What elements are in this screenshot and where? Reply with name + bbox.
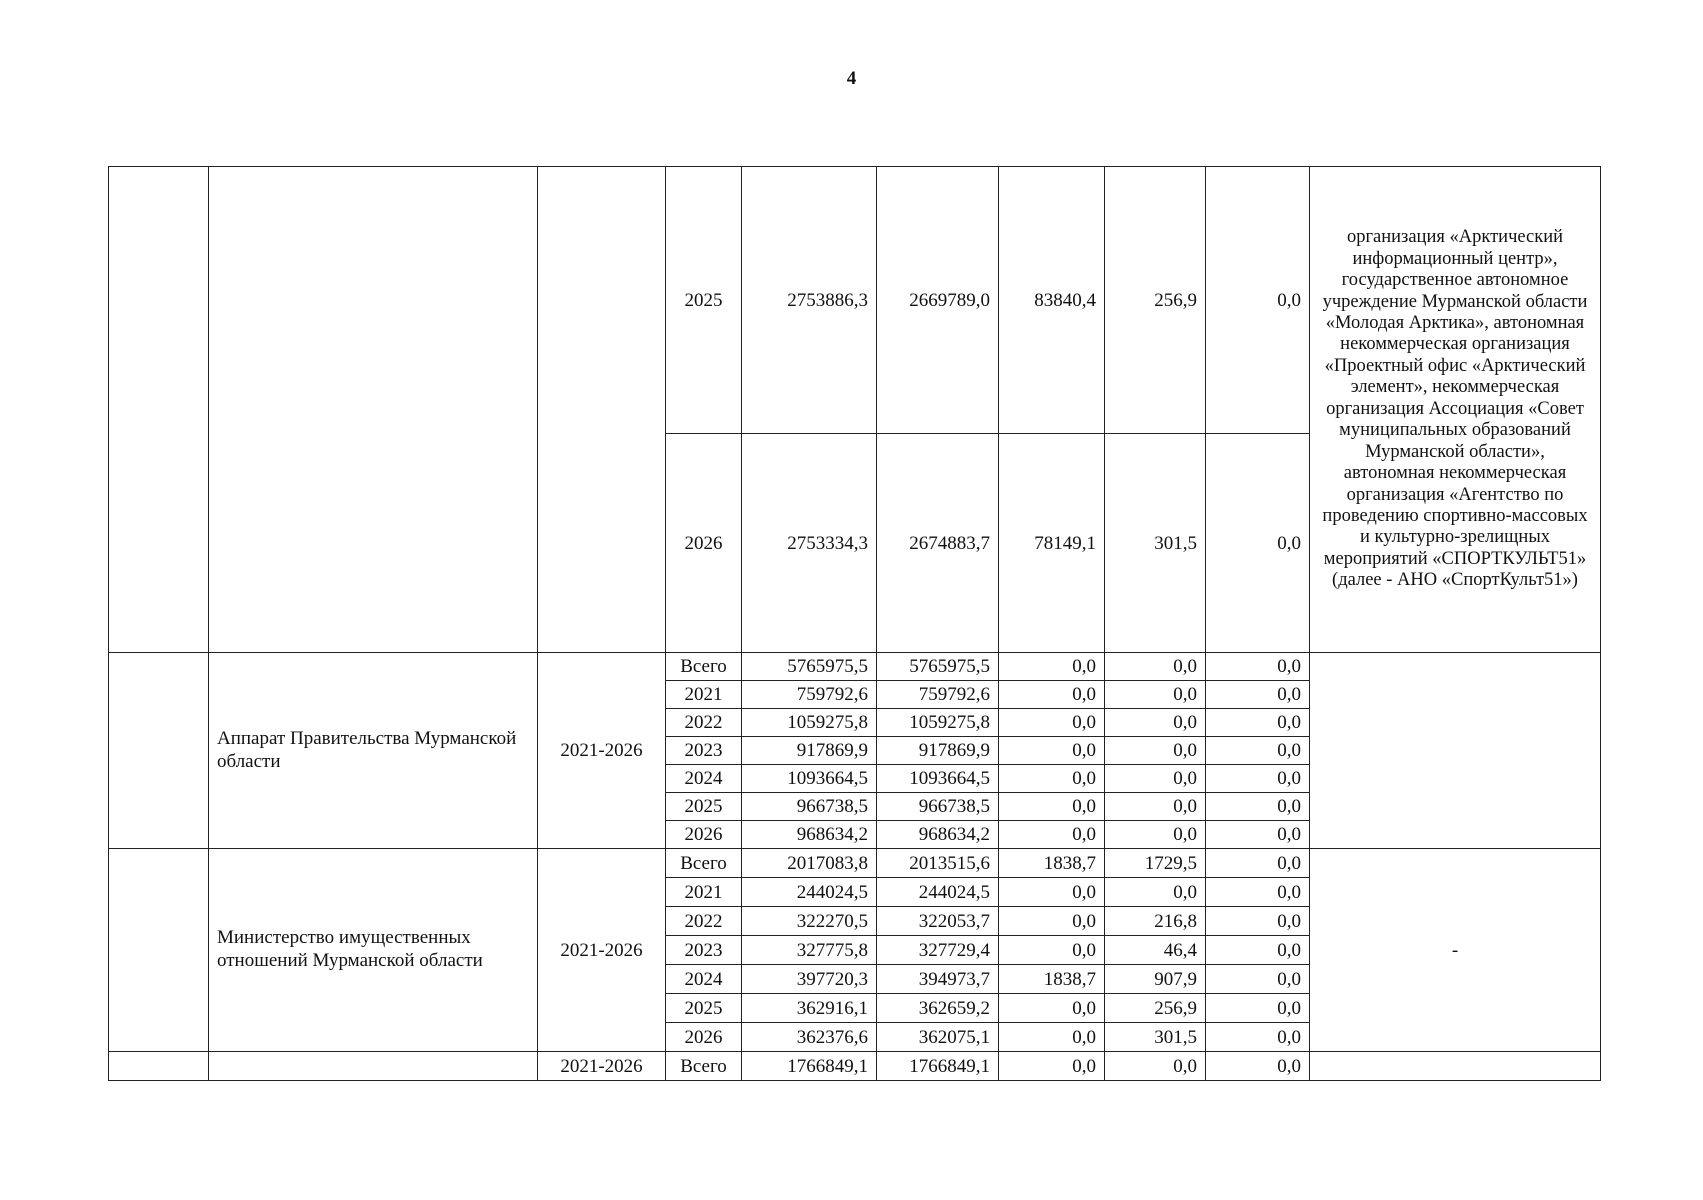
other-sources-cell: 0,0 bbox=[1206, 709, 1310, 737]
regional-budget-cell: 968634,2 bbox=[877, 821, 999, 849]
other-sources-cell: 0,0 bbox=[1206, 965, 1310, 994]
federal-budget-cell: 0,0 bbox=[999, 878, 1105, 907]
total-cell: 966738,5 bbox=[742, 793, 877, 821]
other-sources-cell: 0,0 bbox=[1206, 681, 1310, 709]
other-sources-cell: 0,0 bbox=[1206, 793, 1310, 821]
federal-budget-cell: 0,0 bbox=[999, 653, 1105, 681]
local-budget-cell: 0,0 bbox=[1105, 653, 1206, 681]
regional-budget-cell: 2674883,7 bbox=[877, 434, 999, 653]
federal-budget-cell: 0,0 bbox=[999, 1023, 1105, 1052]
total-cell: 322270,5 bbox=[742, 907, 877, 936]
year-cell: 2023 bbox=[666, 936, 742, 965]
total-cell: 2753334,3 bbox=[742, 434, 877, 653]
total-cell: 1766849,1 bbox=[742, 1052, 877, 1081]
total-cell: 759792,6 bbox=[742, 681, 877, 709]
federal-budget-cell: 0,0 bbox=[999, 821, 1105, 849]
year-cell: 2026 bbox=[666, 1023, 742, 1052]
federal-budget-cell: 1838,7 bbox=[999, 849, 1105, 878]
year-cell: 2022 bbox=[666, 907, 742, 936]
regional-budget-cell: 327729,4 bbox=[877, 936, 999, 965]
period-cell: 2021-2026 bbox=[538, 1052, 666, 1081]
regional-budget-cell: 394973,7 bbox=[877, 965, 999, 994]
year-cell: 2025 bbox=[666, 994, 742, 1023]
federal-budget-cell: 0,0 bbox=[999, 681, 1105, 709]
other-sources-cell: 0,0 bbox=[1206, 849, 1310, 878]
federal-budget-cell: 78149,1 bbox=[999, 434, 1105, 653]
federal-budget-cell: 0,0 bbox=[999, 793, 1105, 821]
year-cell: Всего bbox=[666, 849, 742, 878]
period-cell: 2021-2026 bbox=[538, 849, 666, 1052]
period-cell: 2021-2026 bbox=[538, 653, 666, 849]
local-budget-cell: 0,0 bbox=[1105, 793, 1206, 821]
local-budget-cell: 46,4 bbox=[1105, 936, 1206, 965]
regional-budget-cell: 322053,7 bbox=[877, 907, 999, 936]
regional-budget-cell: 917869,9 bbox=[877, 737, 999, 765]
table-row bbox=[109, 1052, 1601, 1081]
period-cell bbox=[538, 167, 666, 653]
other-sources-cell: 0,0 bbox=[1206, 737, 1310, 765]
other-sources-cell: 0,0 bbox=[1206, 653, 1310, 681]
regional-budget-cell: 2669789,0 bbox=[877, 167, 999, 434]
local-budget-cell: 301,5 bbox=[1105, 1023, 1206, 1052]
total-cell: 362376,6 bbox=[742, 1023, 877, 1052]
regional-budget-cell: 362075,1 bbox=[877, 1023, 999, 1052]
local-budget-cell: 301,5 bbox=[1105, 434, 1206, 653]
number-cell bbox=[109, 653, 209, 849]
total-cell: 2753886,3 bbox=[742, 167, 877, 434]
executors-cell: организация «Арктический информационный центр», государственное автономное учреждение Мурманской области «Молодая Арктика», автономная некоммерческая организация «Проектный офис «Арктический элемент», некоммерческая организация Ассоциация «Совет муниципальных образований Мурманской области», автономная некоммерческая организация «Агентство по проведению спортивно-массовых и культурно-зрелищных мероприятий «СПОРТКУЛЬТ51» (далее - АНО «СпортКульт51») bbox=[1310, 167, 1601, 653]
regional-budget-cell: 244024,5 bbox=[877, 878, 999, 907]
local-budget-cell: 256,9 bbox=[1105, 167, 1206, 434]
local-budget-cell: 0,0 bbox=[1105, 709, 1206, 737]
other-sources-cell: 0,0 bbox=[1206, 936, 1310, 965]
number-cell bbox=[109, 1052, 209, 1081]
year-cell: Всего bbox=[666, 653, 742, 681]
other-sources-cell: 0,0 bbox=[1206, 1052, 1310, 1081]
regional-budget-cell: 5765975,5 bbox=[877, 653, 999, 681]
table-row bbox=[109, 653, 1601, 681]
year-cell: Всего bbox=[666, 1052, 742, 1081]
regional-budget-cell: 362659,2 bbox=[877, 994, 999, 1023]
local-budget-cell: 0,0 bbox=[1105, 1052, 1206, 1081]
year-cell: 2023 bbox=[666, 737, 742, 765]
executors-cell bbox=[1310, 1052, 1601, 1081]
federal-budget-cell: 0,0 bbox=[999, 907, 1105, 936]
name-cell bbox=[209, 1052, 538, 1081]
number-cell bbox=[109, 167, 209, 653]
year-cell: 2022 bbox=[666, 709, 742, 737]
local-budget-cell: 0,0 bbox=[1105, 765, 1206, 793]
year-cell: 2021 bbox=[666, 878, 742, 907]
total-cell: 327775,8 bbox=[742, 936, 877, 965]
table-row bbox=[109, 167, 1601, 434]
budget-table bbox=[108, 166, 1601, 1081]
year-cell: 2021 bbox=[666, 681, 742, 709]
total-cell: 1059275,8 bbox=[742, 709, 877, 737]
regional-budget-cell: 1093664,5 bbox=[877, 765, 999, 793]
federal-budget-cell: 0,0 bbox=[999, 765, 1105, 793]
local-budget-cell: 0,0 bbox=[1105, 878, 1206, 907]
executors-cell bbox=[1310, 653, 1601, 849]
year-cell: 2024 bbox=[666, 965, 742, 994]
federal-budget-cell: 0,0 bbox=[999, 994, 1105, 1023]
federal-budget-cell: 0,0 bbox=[999, 709, 1105, 737]
local-budget-cell: 0,0 bbox=[1105, 821, 1206, 849]
year-cell: 2025 bbox=[666, 793, 742, 821]
regional-budget-cell: 2013515,6 bbox=[877, 849, 999, 878]
regional-budget-cell: 1059275,8 bbox=[877, 709, 999, 737]
total-cell: 917869,9 bbox=[742, 737, 877, 765]
total-cell: 397720,3 bbox=[742, 965, 877, 994]
ministry-name-cell: Министерство имущественных отношений Мурманской области bbox=[209, 849, 538, 1052]
page-number: 4 bbox=[846, 68, 857, 89]
regional-budget-cell: 1766849,1 bbox=[877, 1052, 999, 1081]
other-sources-cell: 0,0 bbox=[1206, 434, 1310, 653]
local-budget-cell: 907,9 bbox=[1105, 965, 1206, 994]
year-cell: 2026 bbox=[666, 821, 742, 849]
executors-cell: - bbox=[1310, 849, 1601, 1052]
local-budget-cell: 0,0 bbox=[1105, 681, 1206, 709]
table-row bbox=[109, 849, 1601, 878]
total-cell: 362916,1 bbox=[742, 994, 877, 1023]
local-budget-cell: 0,0 bbox=[1105, 737, 1206, 765]
other-sources-cell: 0,0 bbox=[1206, 878, 1310, 907]
federal-budget-cell: 0,0 bbox=[999, 1052, 1105, 1081]
total-cell: 244024,5 bbox=[742, 878, 877, 907]
other-sources-cell: 0,0 bbox=[1206, 765, 1310, 793]
local-budget-cell: 1729,5 bbox=[1105, 849, 1206, 878]
year-cell: 2024 bbox=[666, 765, 742, 793]
other-sources-cell: 0,0 bbox=[1206, 907, 1310, 936]
total-cell: 5765975,5 bbox=[742, 653, 877, 681]
regional-budget-cell: 759792,6 bbox=[877, 681, 999, 709]
other-sources-cell: 0,0 bbox=[1206, 821, 1310, 849]
federal-budget-cell: 83840,4 bbox=[999, 167, 1105, 434]
regional-budget-cell: 966738,5 bbox=[877, 793, 999, 821]
federal-budget-cell: 0,0 bbox=[999, 936, 1105, 965]
year-cell: 2026 bbox=[666, 434, 742, 653]
number-cell bbox=[109, 849, 209, 1052]
other-sources-cell: 0,0 bbox=[1206, 1023, 1310, 1052]
federal-budget-cell: 0,0 bbox=[999, 737, 1105, 765]
name-cell bbox=[209, 167, 538, 653]
total-cell: 1093664,5 bbox=[742, 765, 877, 793]
year-cell: 2025 bbox=[666, 167, 742, 434]
federal-budget-cell: 1838,7 bbox=[999, 965, 1105, 994]
total-cell: 2017083,8 bbox=[742, 849, 877, 878]
local-budget-cell: 256,9 bbox=[1105, 994, 1206, 1023]
local-budget-cell: 216,8 bbox=[1105, 907, 1206, 936]
other-sources-cell: 0,0 bbox=[1206, 167, 1310, 434]
total-cell: 968634,2 bbox=[742, 821, 877, 849]
ministry-name-cell: Аппарат Правительства Мурманской области bbox=[209, 653, 538, 849]
other-sources-cell: 0,0 bbox=[1206, 994, 1310, 1023]
